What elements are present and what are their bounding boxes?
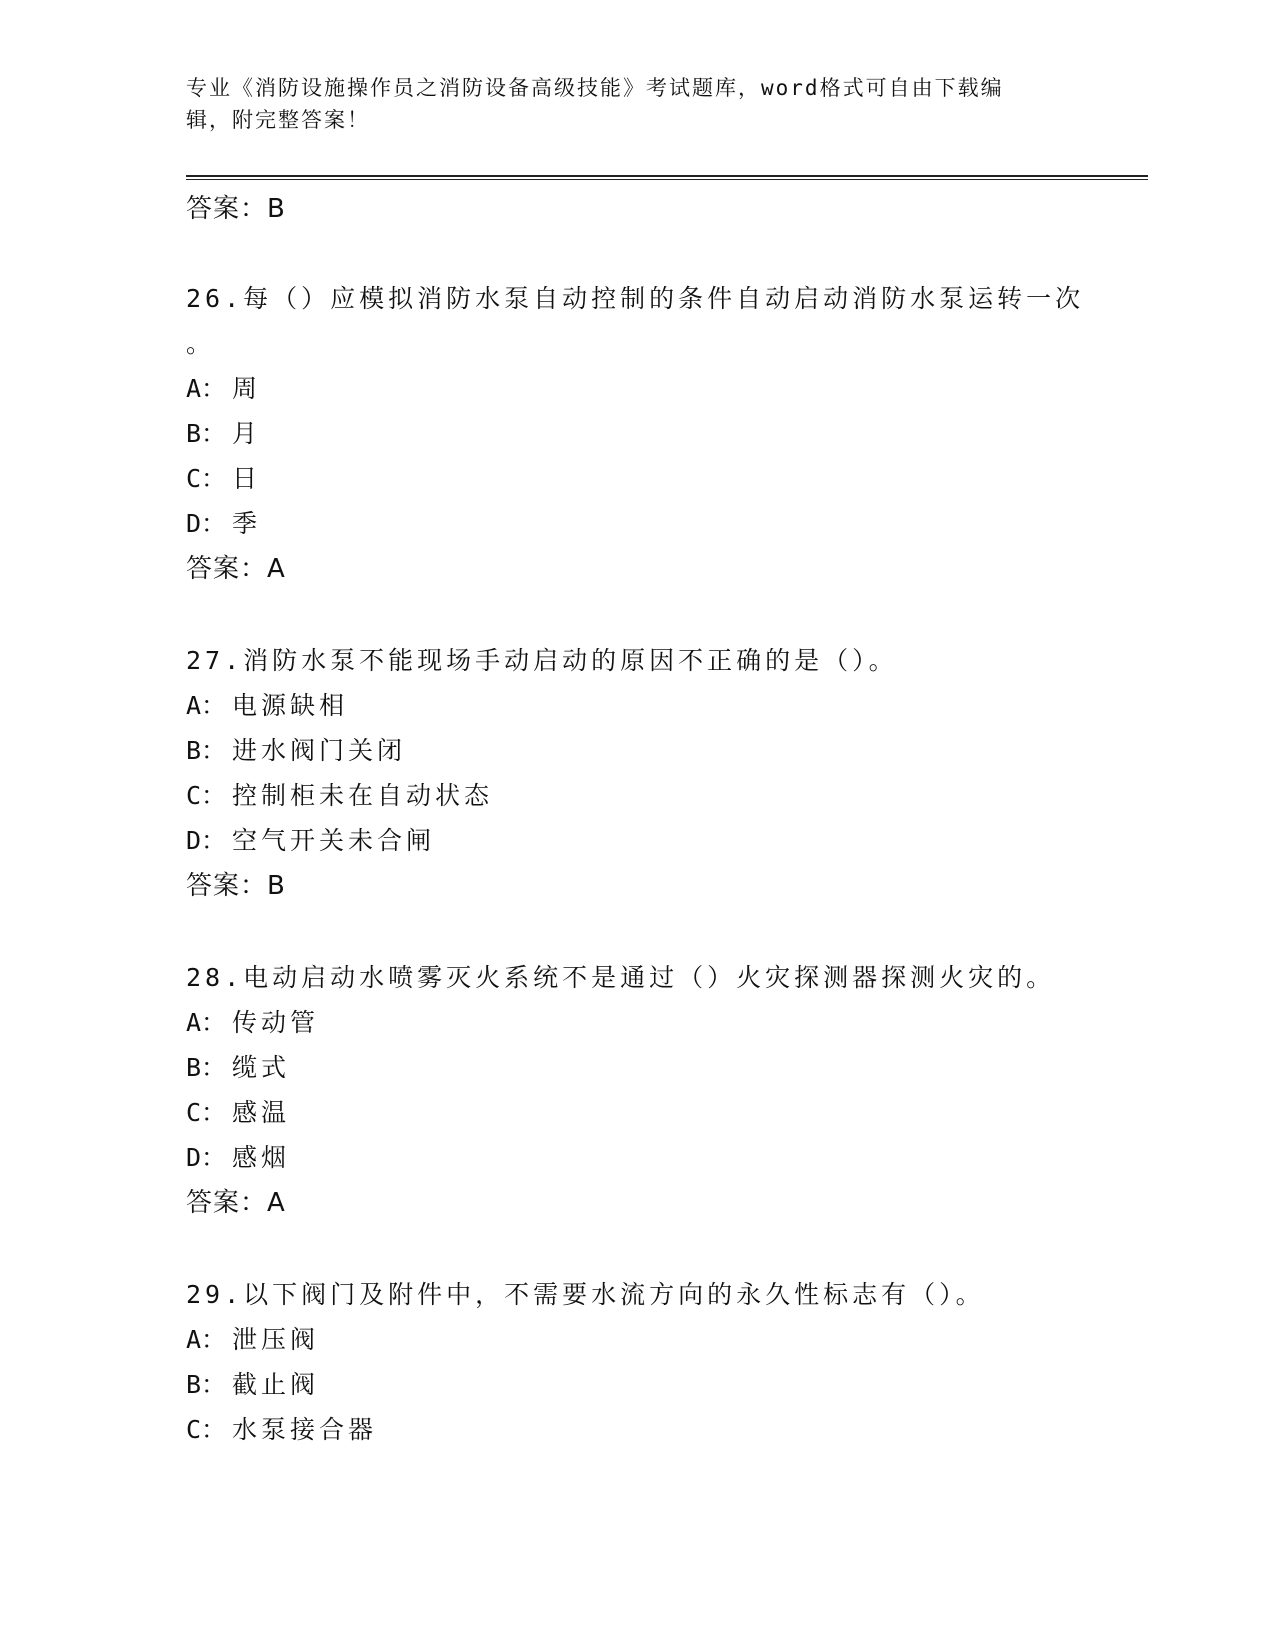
answer-line: 答案：B: [186, 194, 286, 224]
option-c: C： 控制柜未在自动状态: [186, 781, 494, 810]
question-stem: 28.电动启动水喷雾灭火系统不是通过（）火灾探测器探测火灾的。: [186, 963, 1056, 992]
header-line-2: 辑，附完整答案！: [186, 108, 370, 132]
question-29: [186, 1272, 1086, 1452]
option-a: A： 周: [186, 374, 262, 403]
option-d: D： 感烟: [186, 1143, 291, 1172]
option-b: B： 截止阀: [186, 1370, 320, 1399]
document-header: [186, 72, 1066, 136]
question-26: [186, 276, 1086, 592]
option-a: A： 传动管: [186, 1008, 320, 1037]
option-c: C： 水泵接合器: [186, 1415, 378, 1444]
question-list: [186, 180, 1086, 1452]
answer-line: 答案：A: [186, 554, 286, 584]
question-28: [186, 955, 1086, 1226]
option-c: C： 感温: [186, 1098, 291, 1127]
question-stem-continuation: 。: [186, 329, 212, 358]
option-d: D： 季: [186, 509, 262, 538]
answer-line: 答案：B: [186, 871, 286, 901]
question-stem: 27.消防水泵不能现场手动启动的原因不正确的是（）。: [186, 646, 898, 675]
option-b: B： 进水阀门关闭: [186, 736, 407, 765]
option-b: B： 月: [186, 419, 262, 448]
question-stem: 29.以下阀门及附件中，不需要水流方向的永久性标志有（）。: [186, 1280, 985, 1309]
option-a: A： 泄压阀: [186, 1325, 320, 1354]
option-a: A： 电源缺相: [186, 691, 349, 720]
header-line-1: 专业《消防设施操作员之消防设备高级技能》考试题库，word格式可自由下载编: [186, 76, 1004, 100]
option-b: B： 缆式: [186, 1053, 291, 1082]
option-c: C： 日: [186, 464, 262, 493]
question-27: [186, 638, 1086, 909]
answer-line: 答案：A: [186, 1188, 286, 1218]
question-stem: 26.每（）应模拟消防水泵自动控制的条件自动启动消防水泵运转一次: [186, 284, 1085, 313]
option-d: D： 空气开关未合闸: [186, 826, 436, 855]
